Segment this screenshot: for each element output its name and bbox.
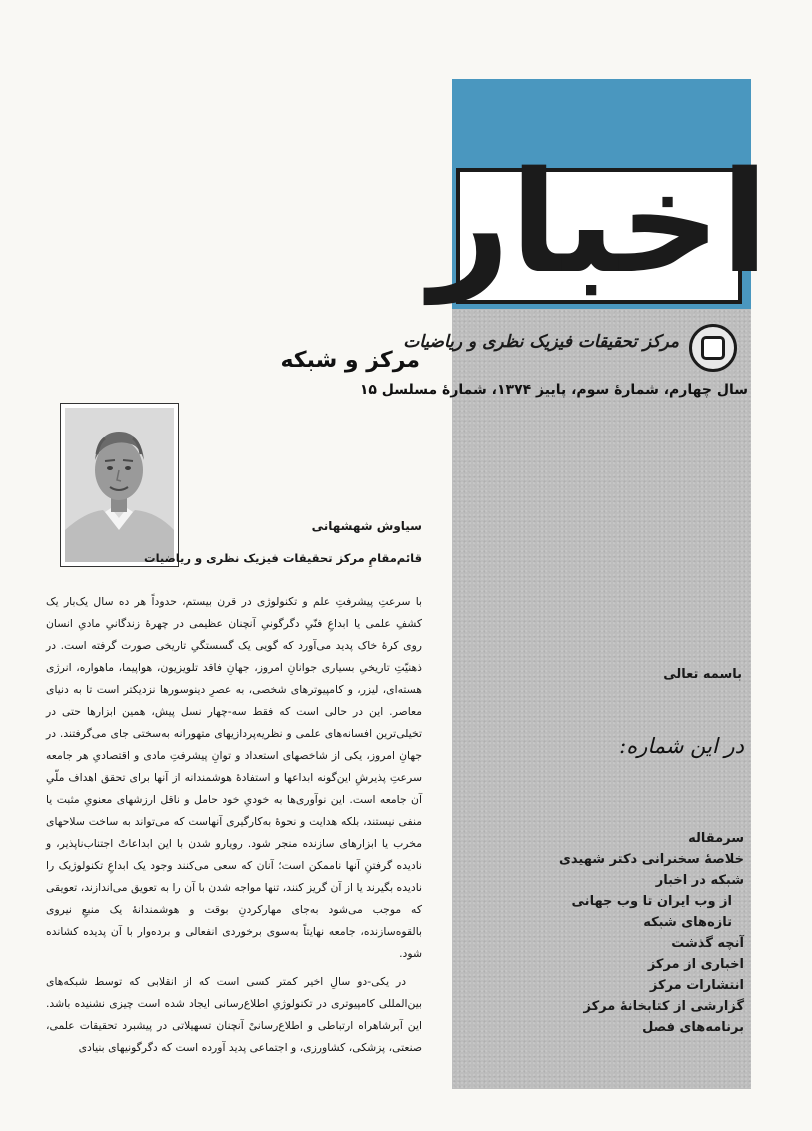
sidebar-greeting: باسمه تعالی — [663, 667, 742, 682]
article-body — [46, 591, 422, 1065]
logo-wordmark: اخبار — [429, 142, 769, 305]
toc-item[interactable]: آنچه گذشت — [671, 936, 744, 951]
article-paragraph: در یکی-دو سالِ اخیر کمتر کسی است که از انقلابی که توسط شبکه‌های بین‌المللی کامپیوتری در تکنولوژیِ اطلاع‌رسانی ایجاد شده است چیزی نشنیده باشد. این آبرشاهراه ارتباطی و اطلاع‌رسانیْ آنچنان تسهیلاتی در پیشبرد تحقیقات علمی، صنعتی، پزشکی، کشاورزی، و اجتماعی پدید آورده است که دگرگونیهای بنیادی — [46, 975, 422, 1054]
toc-item[interactable]: سرمقاله — [688, 831, 744, 846]
toc-item[interactable]: اخباری از مرکز — [647, 957, 744, 972]
table-of-contents — [452, 828, 744, 1038]
toc-item[interactable]: گزارشی از کتابخانهٔ مرکز — [583, 999, 744, 1014]
center-name: مرکز تحقیقات فیزیک نظری و ریاضیات — [403, 332, 679, 352]
article-title: مرکز و شبکه — [280, 348, 420, 373]
toc-item[interactable]: انتشارات مرکز — [649, 978, 744, 993]
toc-item[interactable]: تازه‌های شبکه — [643, 915, 732, 930]
author-name: سیاوش شهشهانی — [311, 519, 422, 533]
toc-item[interactable]: از وب ایران تا وب جهانی — [571, 894, 732, 909]
author-role: قائم‌مقامِ مرکز تحقیقات فیزیک نظری و ریاضیات — [144, 551, 422, 565]
center-emblem-icon — [689, 324, 737, 372]
issue-info: سال چهارم، شمارهٔ سوم، پاییز ۱۳۷۴، شمارهٔ مسلسل ۱۵ — [359, 382, 748, 398]
center-identity — [403, 324, 751, 374]
author-photo — [60, 403, 179, 567]
masthead-logo — [429, 142, 769, 305]
toc-item[interactable]: خلاصهٔ سخنرانی دکتر شهیدی — [558, 852, 744, 867]
toc-item[interactable]: برنامه‌های فصل — [642, 1020, 744, 1035]
author-portrait-image — [65, 408, 174, 562]
article-paragraph: با سرعتِ پیشرفتِ علم و تکنولوژی در قرن بیستم، حدوداً هر ده سال یک‌بار یک کشفِ علمی یا ابداعِ فنّیِ دگرگونیِ آنچنان عظیمی در چهرهٔ زندگانیِ مادیِ انسان روی کرهٔ خاک پدید می‌آورد که گویی یک گسستگیِ تاریخی صورت گرفته است. در ذهنیّتِ تاریخیِ بسیاری جوانانِ امروز، جهانِ فاقد تلویزیون، هواپیما، ماهواره، انرژی هسته‌ای، لیزر، و کامپیوترهای شخصی، به عصرِ دینوسورها نزدیکتر است تا به دنیای معاصر. این در حالی است که فقط سه-چهار نسل پیش، همین ابزارها حتی در تخیلی‌ترین افسانه‌های علمی و نظریه‌پردازیهای متهورانه به‌سختی جای می‌گرفتند. در جهانِ امروز، یکی از شاخصهای استعداد و توانِ پیشرفتِ مادی و اقتصادیِ هر جامعه سرعتِ پذیرشِ این‌گونه ابداعها و استفادهٔ هوشمندانه از آنها برای تحقق اهداف ملّیِ آن جامعه است. این نوآوری‌ها به خودیِ خود حامل و ناقل ارزشهای معنویِ مثبت یا منفی نیستند، بلکه هدایت و نحوهٔ به‌کارگیری آنهاست که می‌تواند به ساخت سلاحهای مخرب یا ابزارهای سازنده منجر شود. رویارو شدن با این ابداعاتْ اجتناب‌ناپذیر، و نادیده گرفتنِ آنها ناممکن است؛ آنان که سعی می‌کنند وجود یک ابداعِ تکنولوژیک را نادیده بگیرند یا از آن گریز کنند، تنها مواجه شدن با آن را به تعویق می‌اندازند، تعویقی که موجب می‌شود به‌جای مهارکردنِ بوقت و هوشمندانهٔ یک منبعِ نیروی بالقوه‌سازنده، جامعه نهایتاً به‌سوی برخوردی انفعالی و برده‌وار با آن پدیده کشانده شود. — [46, 595, 422, 960]
toc-heading: در این شماره: — [619, 734, 744, 758]
toc-item[interactable]: شبکه در اخبار — [655, 873, 744, 888]
